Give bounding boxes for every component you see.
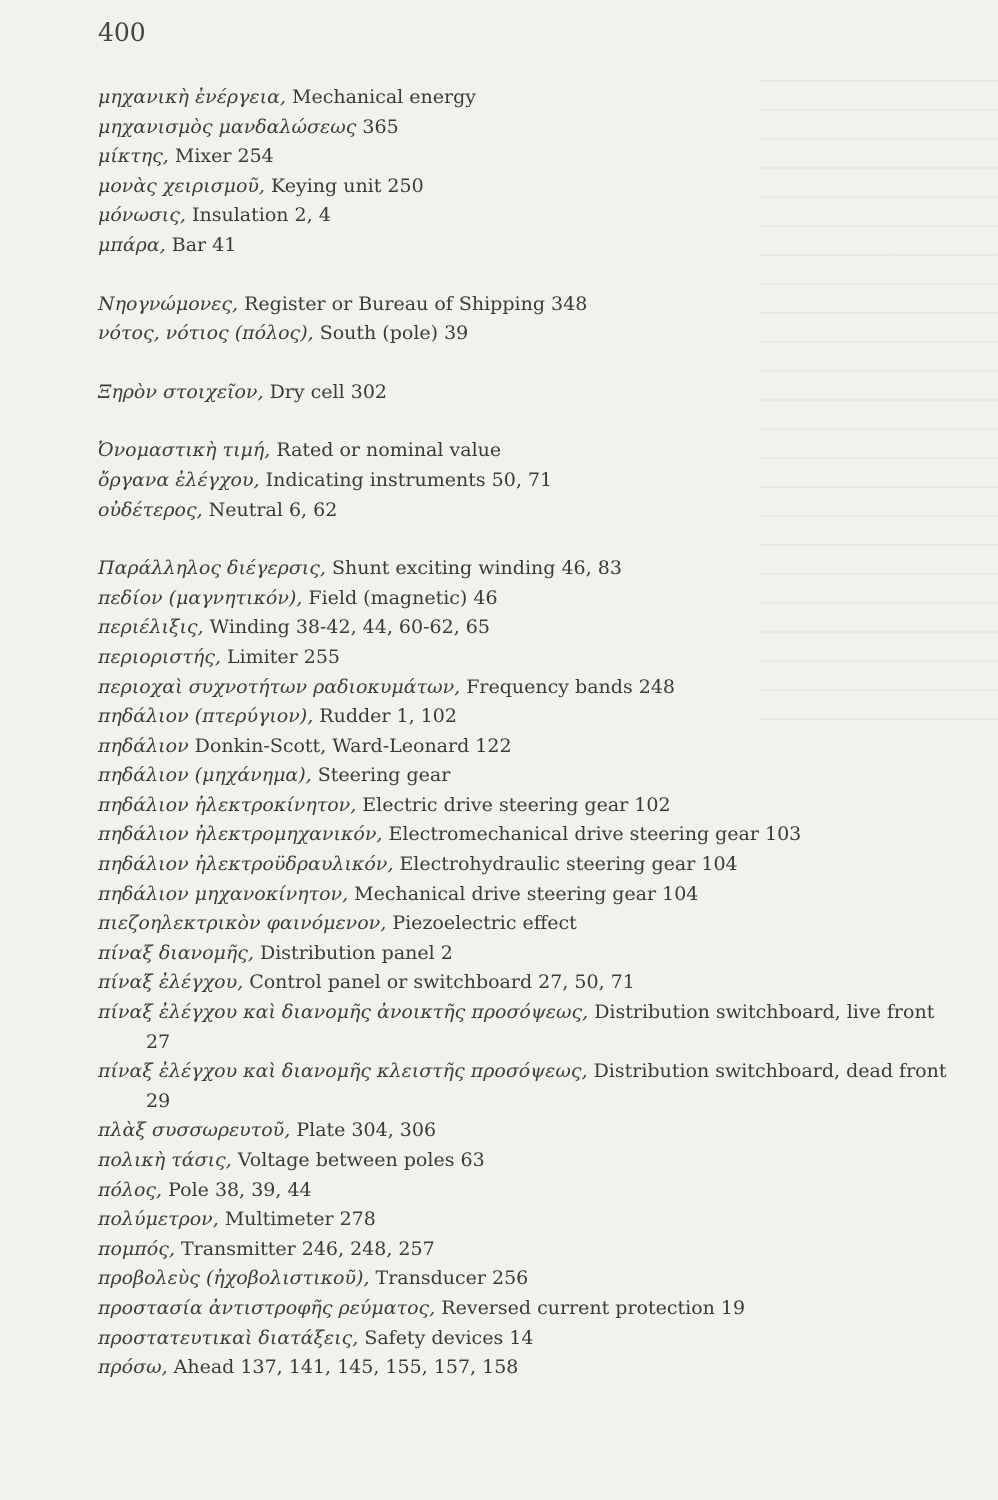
index-entry [98, 113, 958, 143]
english-term: Transmitter 246, 248, 257 [180, 1237, 435, 1260]
index-entry [98, 643, 958, 673]
english-term: Limiter 255 [226, 645, 341, 668]
index-entry [98, 496, 958, 526]
greek-term: ὄργανα ἐλέγχου, [98, 468, 260, 491]
greek-term: πολύμετρον, [98, 1208, 219, 1231]
english-term: Bar 41 [171, 233, 237, 256]
index-group [98, 436, 958, 525]
english-term: Field (magnetic) 46 [308, 586, 498, 609]
greek-term: πηδάλιον ἠλεκτρομηχανικόν, [98, 823, 383, 846]
english-term: Indicating instruments 50, 71 [265, 468, 553, 491]
greek-term: πλὰξ συσσωρευτοῦ, [98, 1119, 291, 1142]
english-term: Multimeter 278 [224, 1208, 376, 1231]
index-entry [98, 378, 958, 408]
greek-term: πομπός, [98, 1237, 175, 1260]
english-term: Ahead 137, 141, 145, 155, 157, 158 [173, 1356, 519, 1379]
english-term: Piezoelectric effect [392, 912, 577, 935]
greek-term: πιεζοηλεκτρικὸν φαινόμενον, [98, 912, 387, 935]
index-entry [98, 909, 958, 939]
greek-term: Ξηρὸν στοιχεῖον, [98, 380, 264, 403]
index-entry [98, 319, 958, 349]
english-term: Shunt exciting winding 46, 83 [331, 557, 622, 580]
index-entry [98, 1294, 958, 1324]
index-group [98, 290, 958, 349]
english-term: Rudder 1, 102 [319, 705, 457, 728]
english-term: Winding 38-42, 44, 60-62, 65 [209, 616, 490, 639]
english-term: Dry cell 302 [269, 380, 387, 403]
index-group [98, 554, 958, 1383]
index-entry [98, 673, 958, 703]
english-term: Distribution switchboard, live front 27 [146, 1001, 935, 1053]
index-entry [98, 968, 958, 998]
index-entry [98, 1353, 958, 1383]
index-entry [98, 939, 958, 969]
index-entry [98, 1057, 958, 1116]
index-entry [98, 172, 958, 202]
greek-term: μόνωσις, [98, 204, 186, 227]
greek-term: πολικὴ τάσις, [98, 1149, 232, 1171]
greek-term: προστασία ἀντιστροφῆς ρεύματος, [98, 1296, 436, 1319]
english-term: Plate 304, 306 [296, 1119, 437, 1142]
greek-term: προβολεὺς (ἠχοβολιστικοῦ), [98, 1267, 370, 1290]
english-term: Electrohydraulic steering gear 104 [399, 853, 738, 876]
english-term: Mechanical energy [292, 86, 477, 108]
english-term: Electric drive steering gear 102 [362, 793, 671, 816]
index-entry [98, 761, 958, 791]
greek-term: πίναξ ἐλέγχου καὶ διανομῆς κλειστῆς προσόψεως, [98, 1060, 588, 1083]
english-term: Mixer 254 [174, 145, 274, 168]
index-entry [98, 436, 958, 466]
greek-term: νότος, νότιος (πόλος), [98, 322, 314, 345]
english-term: Safety devices 14 [364, 1326, 534, 1349]
index-entry [98, 1324, 958, 1354]
index-entry [98, 820, 958, 850]
index-entry [98, 732, 958, 762]
greek-term: Νηογνώμονες, [98, 292, 239, 315]
greek-term: πηδάλιον ἠλεκτροϋδραυλικόν, [98, 853, 394, 876]
index-entry [98, 1235, 958, 1265]
page-number: 400 [98, 18, 146, 47]
index-entry [98, 791, 958, 821]
index-group [98, 378, 958, 408]
index-entry [98, 613, 958, 643]
index-entry [98, 201, 958, 231]
index-entry [98, 1264, 958, 1294]
index-entry [98, 554, 958, 584]
index-entry [98, 466, 958, 496]
english-term: Distribution panel 2 [260, 941, 453, 964]
english-term: Register or Bureau of Shipping 348 [244, 292, 588, 315]
greek-term: πηδάλιον [98, 734, 189, 757]
english-term: Rated or nominal value [276, 439, 502, 462]
index-entry [98, 1116, 958, 1146]
greek-term: πηδάλιον (μηχάνημα), [98, 764, 312, 787]
greek-term: πηδάλιον ἠλεκτροκίνητον, [98, 793, 357, 816]
index-entry [98, 142, 958, 172]
greek-term: περιέλιξις, [98, 616, 204, 639]
greek-term: μηχανισμὸς μανδαλώσεως [98, 115, 357, 138]
english-term: Electromechanical drive steering gear 103 [388, 823, 802, 846]
greek-term: πρόσω, [98, 1356, 168, 1379]
english-term: Distribution switchboard, dead front 29 [146, 1060, 947, 1112]
index-entry [98, 290, 958, 320]
greek-term: περιοχαὶ συχνοτήτων ραδιοκυμάτων, [98, 675, 461, 698]
english-term: Transducer 256 [375, 1267, 529, 1290]
index-entry [98, 850, 958, 880]
greek-term: πηδάλιον (πτερύγιον), [98, 705, 314, 728]
index-entry [98, 1176, 958, 1206]
greek-term: πόλος, [98, 1178, 163, 1201]
english-term: South (pole) 39 [319, 322, 469, 345]
index-entries [98, 83, 958, 1412]
index-entry [98, 231, 958, 261]
greek-term: πεδίον (μαγνητικόν), [98, 586, 303, 609]
english-term: Donkin-Scott, Ward-Leonard 122 [194, 734, 512, 757]
index-group [98, 83, 958, 261]
greek-term: πίναξ ἐλέγχου, [98, 971, 244, 994]
greek-term: προστατευτικαὶ διατάξεις, [98, 1326, 359, 1349]
greek-term: μηχανικὴ ἐνέργεια, [98, 86, 286, 108]
english-term: Keying unit 250 [271, 174, 424, 197]
index-entry [98, 83, 958, 113]
greek-term: Παράλληλος διέγερσις, [98, 557, 326, 580]
english-term: Voltage between poles 63 [237, 1149, 485, 1171]
greek-term: πίναξ ἐλέγχου καὶ διανομῆς ἀνοικτῆς προσόψεως, [98, 1001, 589, 1024]
english-term: 365 [362, 115, 399, 138]
index-entry [98, 1146, 958, 1176]
english-term: Mechanical drive steering gear 104 [354, 882, 699, 905]
index-entry [98, 584, 958, 614]
english-term: Neutral 6, 62 [208, 498, 338, 521]
greek-term: περιοριστής, [98, 645, 221, 668]
greek-term: μπάρα, [98, 233, 166, 256]
index-entry [98, 1205, 958, 1235]
greek-term: μονὰς χειρισμοῦ, [98, 174, 265, 197]
index-entry [98, 702, 958, 732]
greek-term: πηδάλιον μηχανοκίνητον, [98, 882, 349, 905]
greek-term: πίναξ διανομῆς, [98, 941, 254, 964]
greek-term: Ὀνομαστικὴ τιμή, [98, 439, 271, 462]
english-term: Insulation 2, 4 [191, 204, 331, 227]
english-term: Reversed current protection 19 [441, 1296, 746, 1319]
english-term: Pole 38, 39, 44 [168, 1178, 312, 1201]
english-term: Steering gear [317, 764, 451, 787]
english-term: Control panel or switchboard 27, 50, 71 [249, 971, 635, 994]
greek-term: μίκτης, [98, 145, 169, 168]
index-entry [98, 880, 958, 910]
english-term: Frequency bands 248 [466, 675, 675, 698]
index-entry [98, 998, 958, 1057]
greek-term: οὐδέτερος, [98, 498, 203, 521]
